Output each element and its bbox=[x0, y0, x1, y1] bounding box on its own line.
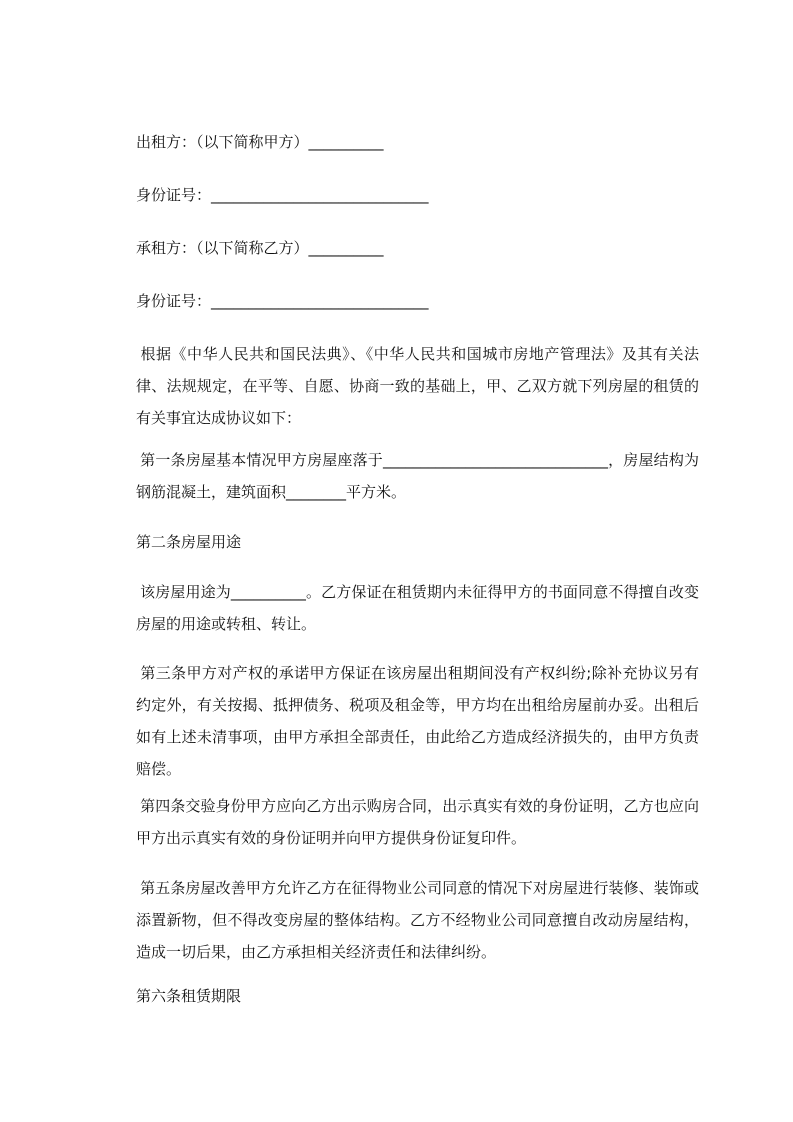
article-2-text: 该房屋用途为__________。乙方保证在租赁期内未征得甲方的书面同意不得擅自改变房屋的用途或转租、转让。 bbox=[136, 583, 699, 633]
lessor-label: 出租方：（以下简称甲方） bbox=[136, 133, 309, 151]
intro-paragraph bbox=[136, 338, 699, 434]
article-4-paragraph bbox=[136, 790, 699, 854]
lessee-label: 承租方：（以下简称乙方） bbox=[136, 239, 309, 257]
article-1-paragraph bbox=[136, 444, 699, 508]
article-3-paragraph bbox=[136, 657, 699, 785]
article-2-paragraph bbox=[136, 576, 699, 640]
intro-text: 根据《中华人民共和国民法典》、《中华人民共和国城市房地产管理法》及其有关法律、法规规定，在平等、自愿、协商一致的基础上，甲、乙双方就下列房屋的租赁的有关事宜达成协议如下： bbox=[136, 345, 699, 427]
lessee-id-label: 身份证号： bbox=[136, 292, 212, 310]
lessee-field bbox=[136, 238, 384, 258]
lessor-id-field bbox=[136, 185, 429, 205]
article-5-paragraph bbox=[136, 872, 699, 968]
article-1-text: 第一条房屋基本情况甲方房屋座落于______________________________，房屋结构为钢筋混凝土，建筑面积________平方米。 bbox=[136, 451, 699, 501]
lessee-blank: __________ bbox=[308, 239, 384, 257]
article-2-title-text: 第二条房屋用途 bbox=[136, 533, 242, 551]
article-4-text: 第四条交验身份甲方应向乙方出示购房合同，出示真实有效的身份证明，乙方也应向甲方出示真实有效的身份证明并向甲方提供身份证复印件。 bbox=[136, 797, 699, 847]
article-6-title bbox=[136, 980, 699, 1012]
lessor-blank: __________ bbox=[308, 133, 384, 151]
lessor-id-blank: _____________________________ bbox=[211, 186, 429, 204]
article-3-text: 第三条甲方对产权的承诺甲方保证在该房屋出租期间没有产权纠纷;除补充协议另有约定外，有关按揭、抵押债务、税项及租金等，甲方均在出租给房屋前办妥。出租后如有上述未清事项，由甲方承担全部责任，由此给乙方造成经济损失的，由甲方负责赔偿。 bbox=[136, 664, 699, 778]
lessor-field bbox=[136, 132, 384, 152]
article-5-text: 第五条房屋改善甲方允许乙方在征得物业公司同意的情况下对房屋进行装修、装饰或添置新物，但不得改变房屋的整体结构。乙方不经物业公司同意擅自改动房屋结构，造成一切后果，由乙方承担相关经济责任和法律纠纷。 bbox=[136, 879, 699, 961]
article-2-title bbox=[136, 526, 699, 558]
lessee-id-field bbox=[136, 291, 429, 311]
lessee-id-blank: _____________________________ bbox=[211, 292, 429, 310]
lessor-id-label: 身份证号： bbox=[136, 186, 212, 204]
article-6-title-text: 第六条租赁期限 bbox=[136, 987, 242, 1005]
